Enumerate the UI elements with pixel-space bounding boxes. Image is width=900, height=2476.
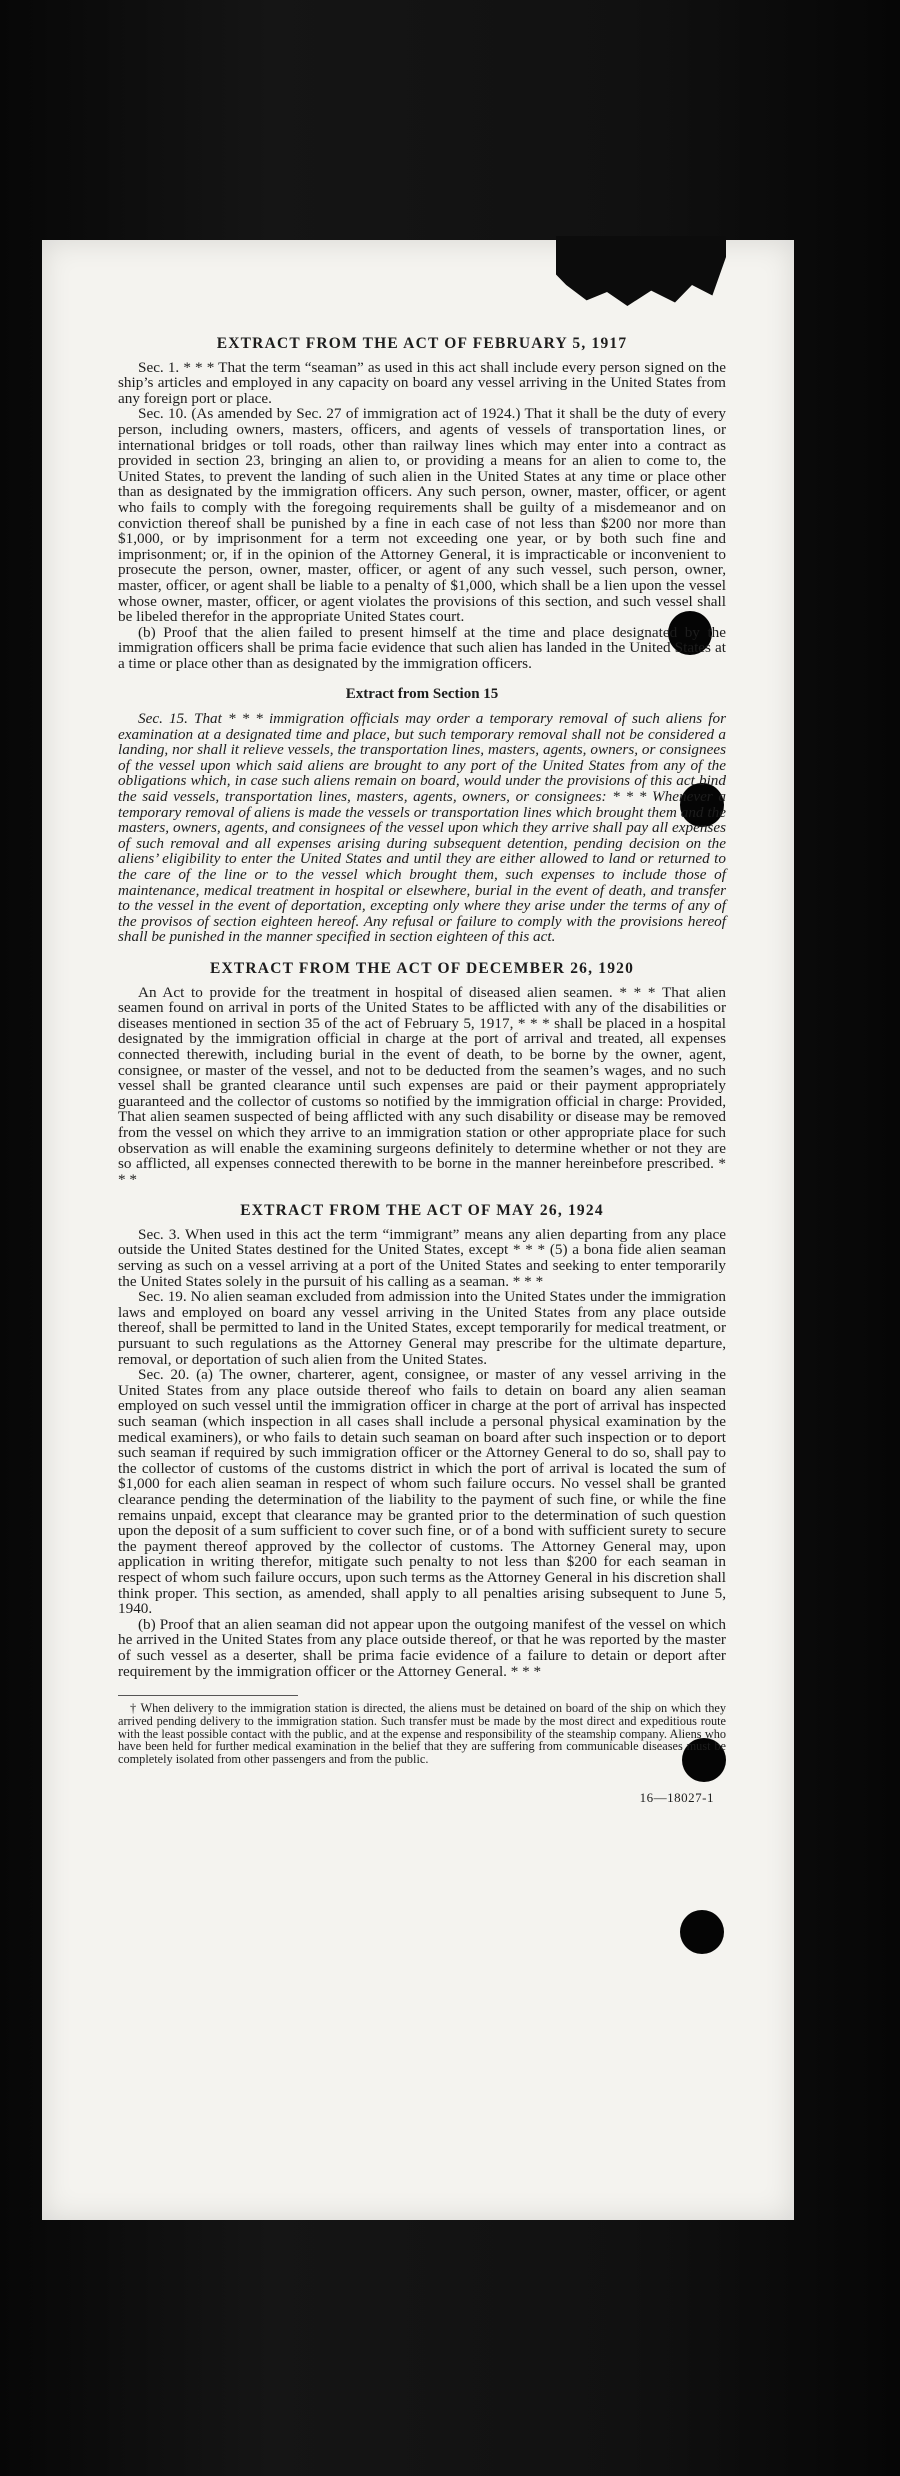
section-heading: EXTRACT FROM THE ACT OF MAY 26, 1924	[240, 1202, 604, 1220]
section-heading: Extract from Section 15	[345, 686, 499, 703]
paragraph: (b) Proof that an alien seaman did not appear upon the outgoing manifest of the vessel on which he arrived in the United States from any place outside thereof, or that he was reported by the master of such vessel as a deserter, shall be prima facie evidence of a failure to detain or deport after requirement by the immigration officer or the Attorney General. * * *	[118, 1615, 726, 1680]
act-1917-extract	[118, 336, 726, 671]
section-15-extract	[118, 687, 726, 945]
paragraph: Sec. 3. When used in this act the term “immigrant” means any alien departing from any place outside the United States destined for the United States, except * * * (5) a bona fide alien seaman serving as such on a vessel arriving at a port of the United States and seeking to enter temporarily the United States solely in the pursuit of his calling as a seaman. * * *	[118, 1225, 726, 1290]
footnote: † When delivery to the immigration station is directed, the aliens must be detained on board of the ship on which they arrived pending delivery to the immigration station. Such transfer must be made by the most direct and expeditious route with the least possible contact with the public, and at the expense and responsibility of the steamship company. Aliens who have been held for further medical examination in the belief that they are suffering from communicable diseases must be completely isolated from other passengers and from the public.	[118, 1701, 726, 1767]
act-1924-extract	[118, 1203, 726, 1679]
paragraph: Sec. 1. * * * That the term “seaman” as used in this act shall include every person signed on the ship’s articles and employed in any capacity on board any vessel arriving in the United States from any foreign port or place.	[118, 358, 726, 407]
paragraph: Sec. 20. (a) The owner, charterer, agent, consignee, or master of any vessel arriving in the United States from any place outside thereof who fails to detain on board any alien seaman employed on such vessel until the immigration officer in charge at the port of arrival has inspected such seaman (which inspection in all cases shall include a personal physical examination by the medical examiners), or who fails to detain such seaman on board after such inspection or to deport such seaman if required by such immigration officer or the Attorney General to do so, shall pay to the collector of customs of the customs district in which the port of arrival is located the sum of $1,000 for each alien seaman in respect of whom such failure occurs. No vessel shall be granted clearance pending the determination of the liability to the payment of such fine, or while the fine remains unpaid, except that clearance may be granted prior to the determination of such question upon the deposit of a sum sufficient to cover such fine, or of a bond with sufficient surety to secure the payment thereof approved by the collector of customs. The Attorney General may, upon application in writing therefor, mitigate such penalty to not less than $200 for each seaman in respect of whom such failure occurs, upon such terms as the Attorney General in his discretion shall think proper. This section, as amended, shall apply to all penalties arising subsequent to June 5, 1940.	[118, 1366, 726, 1618]
form-number: 16—18027-1	[639, 1790, 714, 1806]
section-heading: EXTRACT FROM THE ACT OF DECEMBER 26, 1920	[209, 959, 635, 977]
paragraph: Sec. 19. No alien seaman excluded from admission into the United States under the immigration laws and employed on board any vessel arriving in the United States from any place outside thereof, shall be permitted to land in the United States, except temporarily for medical treatment, or pursuant to such regulations as the Attorney General may prescribe for the ultimate departure, removal, or deportation of such alien from the United States.	[118, 1288, 726, 1368]
paragraph: An Act to provide for the treatment in hospital of diseased alien seamen. * * * That alien seamen found on arrival in ports of the United States to be afflicted with any of the disabilities or diseases mentioned in section 35 of the act of February 5, 1917, * * * shall be placed in a hospital designated by the immigration official in charge at the port of arrival and treated, all expenses connected therewith, including burial in the event of death, to be borne by the owner, agent, consignee, or master of the vessel, and not to be deducted from the seamen’s wages, and no such vessel shall be granted clearance until such expenses are paid or their payment appropriately guaranteed and the collector of customs so notified by the immigration official in charge: Provided, That alien seamen suspected of being afflicted with any such disability or disease may be removed from the vessel on which they arrive to an immigration station or other appropriate place for such observation as will enable the examining surgeons definitely to determine whether or not they are so afflicted, all expenses connected therewith to be borne in the manner hereinbefore prescribed. * * *	[118, 983, 726, 1188]
punch-hole	[680, 1910, 724, 1954]
document-text	[118, 336, 726, 1806]
footnote-divider	[118, 1695, 298, 1696]
paragraph: (b) Proof that the alien failed to present himself at the time and place designated by the immigration officers shall be prima facie evidence that such alien has landed in the United States at a time or place other than as designated by the immigration officers.	[118, 623, 726, 672]
paragraph: Sec. 10. (As amended by Sec. 27 of immigration act of 1924.) That it shall be the duty of every person, including owners, masters, officers, and agents of vessels of transportation lines, or international bridges or toll roads, other than railway lines which may enter into a contract as provided in section 23, bringing an alien to, or providing a means for an alien to come to, the United States, to prevent the landing of such alien in the United States at any time or place other than as designated by the immigration officers. Any such person, owner, master, officer, or agent who fails to comply with the foregoing requirements shall be guilty of a misdemeanor and on conviction thereof shall be punished by a fine in each case of not less than $200 nor more than $1,000, or by imprisonment for a term not exceeding one year, or by both such fine and imprisonment; or, if in the opinion of the Attorney General, it is impracticable or inconvenient to prosecute the person, owner, master, officer, or agent of any such vessel, such person, owner, master, officer, or agent shall be liable to a penalty of $1,000, which shall be a lien upon the vessel whose owner, master, officer, or agent violates the provisions of this section, and such vessel shall be libeled therefor in the appropriate United States court.	[118, 405, 726, 626]
act-1920-extract	[118, 961, 726, 1187]
paragraph: Sec. 15. That * * * immigration officials may order a temporary removal of such aliens for examination at a designated time and place, but such temporary removal shall not be considered a landing, nor shall it relieve vessels, the transportation lines, masters, agents, owners, or consignees of the vessel upon which said aliens are brought to any port of the United States from any of the obligations which, in case such aliens remain on board, would under the provisions of this act bind the said vessels, transportation lines, masters, agents, owners, or consignees: * * * Whenever a temporary removal of aliens is made the vessels or transportation lines which brought them and the masters, owners, agents, and consignees of the vessel upon which they arrive shall pay all expenses of such removal and all expenses arising during subsequent detention, pending decision on the aliens’ eligibility to enter the United States and until they are either allowed to land or returned to the care of the line or to the vessel which brought them, such expenses to include those of maintenance, medical treatment in hospital or elsewhere, burial in the event of death, and transfer to the vessel in the event of deportation, excepting only where they arise under the terms of any of the provisos of section eighteen hereof. Any refusal or failure to comply with the provisions hereof shall be punished in the manner specified in section eighteen of this act.	[118, 710, 726, 946]
section-heading: EXTRACT FROM THE ACT OF FEBRUARY 5, 1917	[216, 335, 628, 352]
